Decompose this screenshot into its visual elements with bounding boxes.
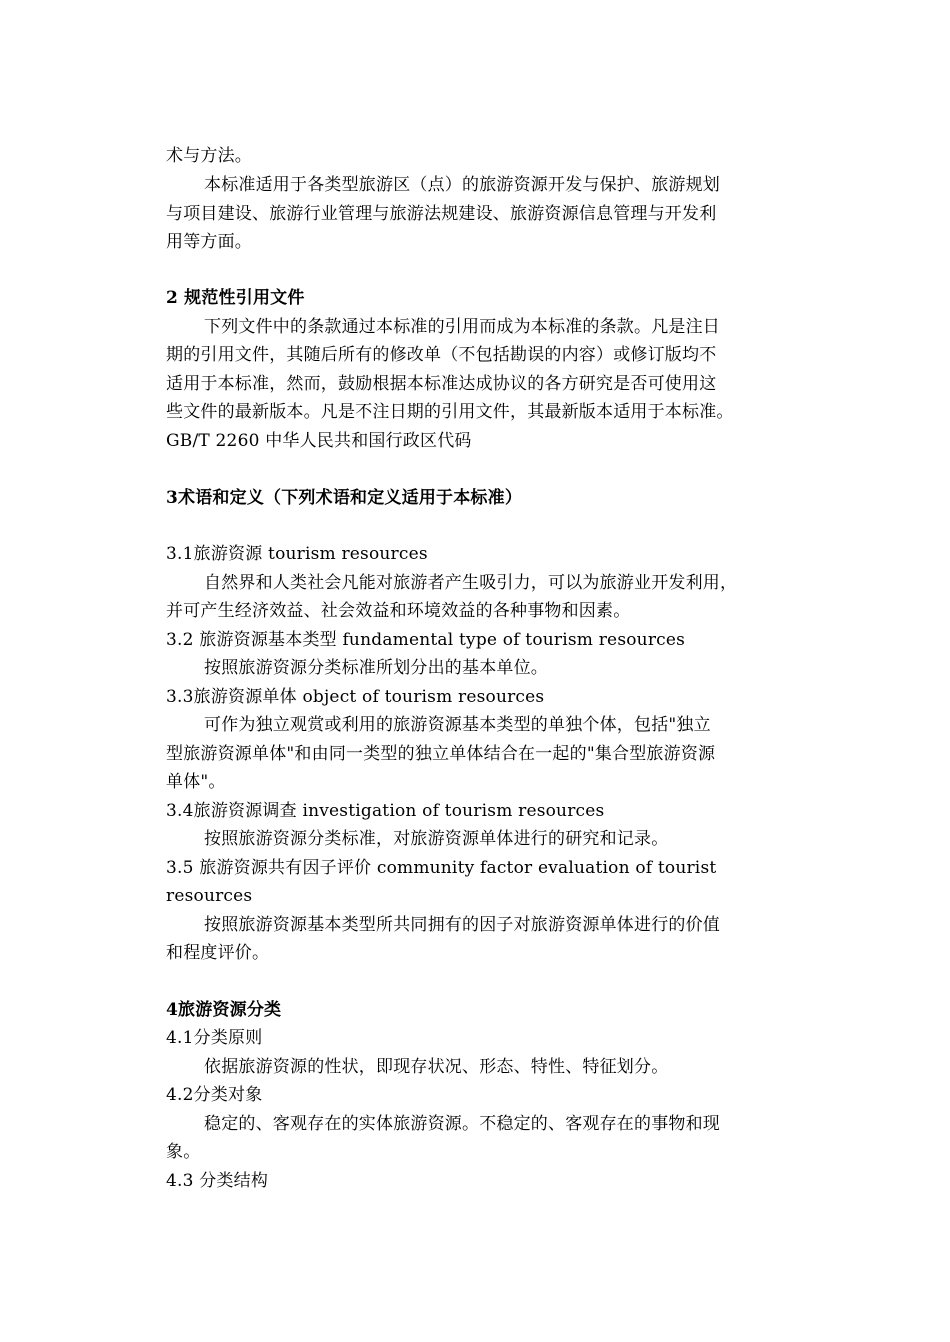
term-heading: 3.5 旅游资源共有因子评价 community factor evaluation of tourist <box>166 858 717 878</box>
term-heading: 3.4旅游资源调查 investigation of tourism resources <box>166 801 605 821</box>
text-line: 象。 <box>166 1142 201 1162</box>
subsection-heading: 4.1分类原则 <box>166 1028 263 1048</box>
paragraph-line: 按照旅游资源基本类型所共同拥有的因子对旅游资源单体进行的价值 <box>204 915 720 935</box>
section-heading: 4旅游资源分类 <box>166 1000 282 1020</box>
term-heading: 3.3旅游资源单体 object of tourism resources <box>166 687 545 707</box>
text-line: 型旅游资源单体"和由同一类型的独立单体结合在一起的"集合型旅游资源 <box>166 744 716 764</box>
term-heading: 3.1旅游资源 tourism resources <box>166 544 428 564</box>
paragraph-line: 本标准适用于各类型旅游区（点）的旅游资源开发与保护、旅游规划 <box>204 175 720 195</box>
text-line: 术与方法。 <box>166 146 252 166</box>
text-line: 期的引用文件，其随后所有的修改单（不包括勘误的内容）或修订版均不 <box>166 345 717 365</box>
text-line: 和程度评价。 <box>166 943 270 963</box>
text-line: 并可产生经济效益、社会效益和环境效益的各种事物和因素。 <box>166 601 631 621</box>
text-line: 适用于本标准，然而，鼓励根据本标准达成协议的各方研究是否可使用这 <box>166 374 717 394</box>
paragraph-line: 可作为独立观赏或利用的旅游资源基本类型的单独个体，包括"独立 <box>204 715 711 735</box>
paragraph-line: 下列文件中的条款通过本标准的引用而成为本标准的条款。凡是注日 <box>204 317 720 337</box>
term-heading: 3.2 旅游资源基本类型 fundamental type of tourism resources <box>166 630 686 650</box>
subsection-heading: 4.2分类对象 <box>166 1085 263 1105</box>
text-line: 与项目建设、旅游行业管理与旅游法规建设、旅游资源信息管理与开发利 <box>166 204 717 224</box>
paragraph-line: 稳定的、客观存在的实体旅游资源。不稳定的、客观存在的事物和现 <box>204 1114 720 1134</box>
section-heading: 3术语和定义（下列术语和定义适用于本标准） <box>166 488 523 508</box>
section-heading: 2 规范性引用文件 <box>166 288 305 308</box>
paragraph-line: 按照旅游资源分类标准，对旅游资源单体进行的研究和记录。 <box>204 829 669 849</box>
text-line: 些文件的最新版本。凡是不注日期的引用文件，其最新版本适用于本标准。 <box>166 402 734 422</box>
text-line: 单体"。 <box>166 772 226 792</box>
text-line: 用等方面。 <box>166 232 252 252</box>
subsection-heading: 4.3 分类结构 <box>166 1171 269 1191</box>
term-heading-continued: resources <box>166 886 253 906</box>
paragraph-line: 依据旅游资源的性状，即现存状况、形态、特性、特征划分。 <box>204 1057 669 1077</box>
paragraph-line: 按照旅游资源分类标准所划分出的基本单位。 <box>204 658 548 678</box>
reference-line: GB/T 2260 中华人民共和国行政区代码 <box>166 431 472 451</box>
paragraph-line: 自然界和人类社会凡能对旅游者产生吸引力，可以为旅游业开发利用， <box>204 573 738 593</box>
